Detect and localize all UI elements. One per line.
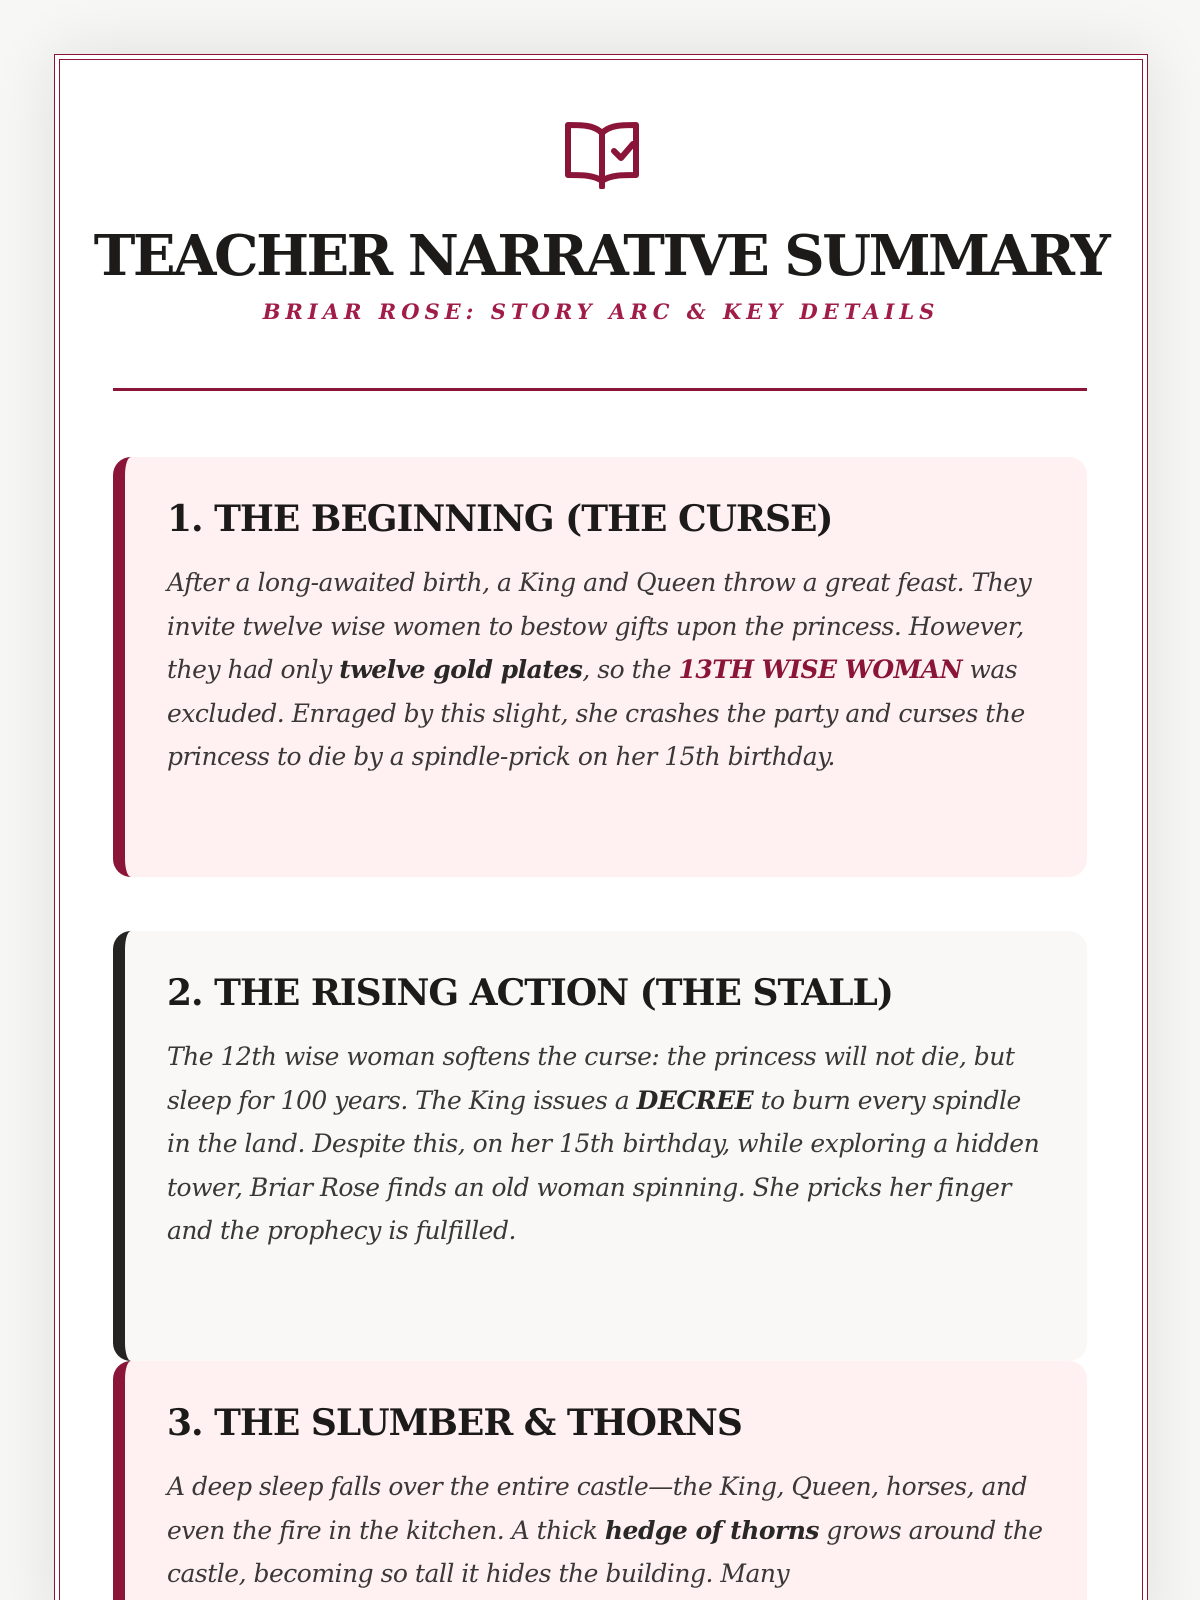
page-subtitle: BRIAR ROSE: STORY ARC & KEY DETAILS [262, 299, 940, 324]
key-term: DECREE [636, 1085, 754, 1115]
section-body: A deep sleep falls over the entire castle—the King, Queen, horses, and even the fire in the kitchen. A thick hedge of thorns grows around the castle, becoming so tall it hides the building. Many [167, 1472, 1043, 1588]
section-beginning-card [113, 457, 1087, 877]
key-character: 13TH WISE WOMAN [678, 655, 963, 684]
book-check-icon [564, 119, 640, 189]
section-rising-action-card [113, 931, 1087, 1361]
section-title: 2. THE RISING ACTION (THE STALL) [167, 972, 893, 1014]
section-title: 3. THE SLUMBER & THORNS [167, 1402, 742, 1444]
document-page [54, 54, 1148, 1600]
section-body: The 12th wise woman softens the curse: the princess will not die, but sleep for 100 years. The King issues a DECREE to burn every spindle in the land. Despite this, on her 15th birthday, while exploring a hidden tower, Briar Rose finds an old woman spinning. She pricks her finger and the prophecy is fulfilled. [167, 1042, 1040, 1245]
section-title: 1. THE BEGINNING (THE CURSE) [167, 498, 833, 540]
header-divider [113, 388, 1087, 391]
key-term: twelve gold plates [339, 655, 583, 684]
key-term: hedge of thorns [604, 1515, 819, 1545]
section-slumber-card [113, 1361, 1087, 1600]
section-body: After a long-awaited birth, a King and Queen throw a great feast. They invite twelve wise women to bestow gifts upon the princess. However, they had only twelve gold plates, so the 13TH WISE WOMAN was excluded. Enraged by this slight, she crashes the party and curses the princess to die by a spindle-prick on her 15th birthday. [167, 568, 1032, 771]
page-title: TEACHER NARRATIVE SUMMARY [93, 223, 1109, 289]
